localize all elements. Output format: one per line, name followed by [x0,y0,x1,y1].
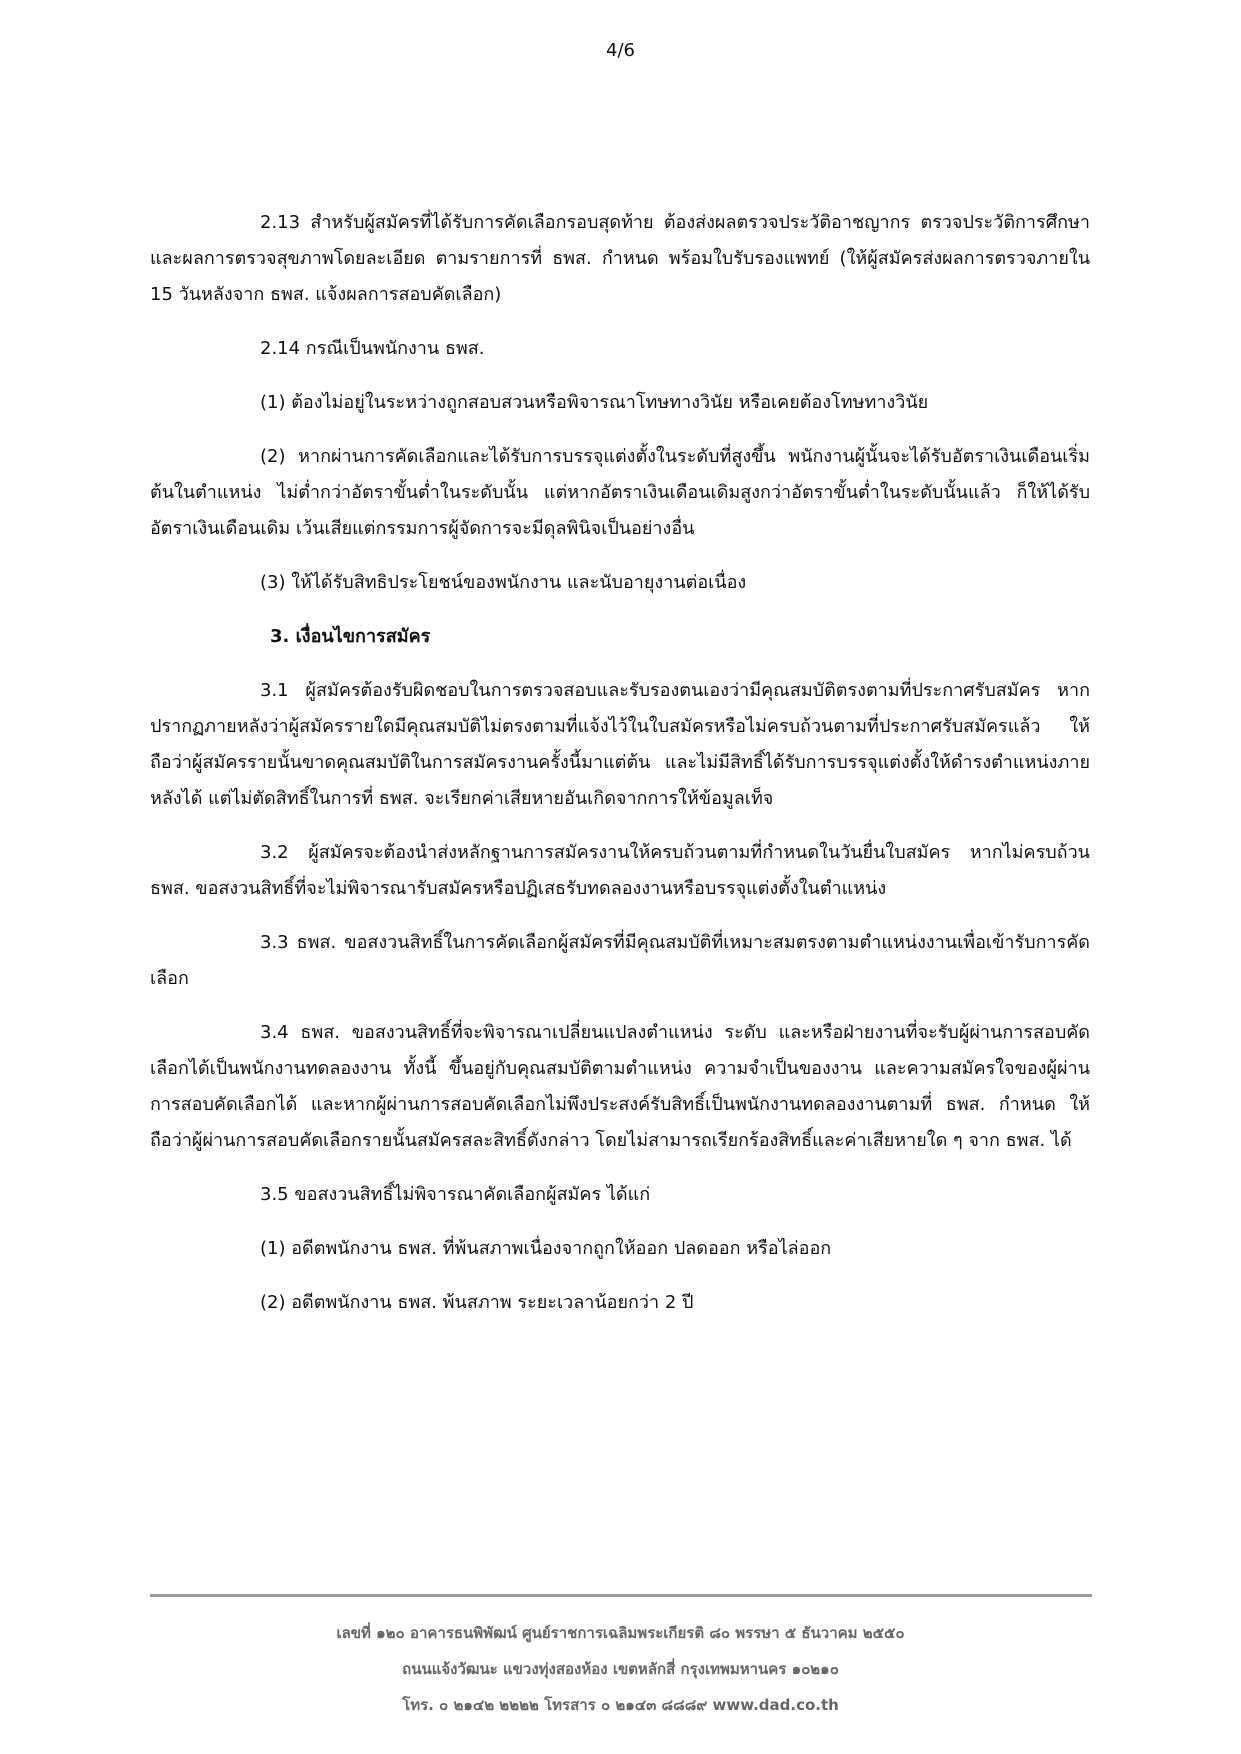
footer-address-line-2: ถนนแจ้งวัฒนะ แขวงทุ่งสองห้อง เขตหลักสี่ กรุงเทพมหานคร ๑๐๒๑๐ [402,1660,839,1678]
footer [0,1615,1241,1723]
paragraph-2-14-2: (2) หากผ่านการคัดเลือกและได้รับการบรรจุแต่งตั้งในระดับที่สูงขึ้น พนักงานผู้นั้นจะได้รับอัตราเงินเดือนเริ่มต้นในตำแหน่ง ไม่ต่ำกว่าอัตราขั้นต่ำในระดับนั้น แต่หากอัตราเงินเดือนเดิมสูงกว่าอัตราขั้นต่ำในระดับนั้นแล้ว ก็ให้ได้รับอัตราเงินเดือนเดิม เว้นเสียแต่กรรมการผู้จัดการจะมีดุลพินิจเป็นอย่างอื่น [150,446,1090,539]
paragraph-3-2: 3.2 ผู้สมัครจะต้องนำส่งหลักฐานการสมัครงานให้ครบถ้วนตามที่กำหนดในวันยื่นใบสมัคร หากไม่ครบถ้วน ธพส. ขอสงวนสิทธิ์ที่จะไม่พิจารณารับสมัครหรือปฏิเสธรับทดลองงานหรือบรรจุแต่งตั้งในตำแหน่ง [150,842,1090,899]
page-number: 4/6 [606,40,635,61]
paragraph-2-14-3: (3) ให้ได้รับสิทธิประโยชน์ของพนักงาน และนับอายุงานต่อเนื่อง [260,572,747,593]
paragraph-2-14: 2.14 กรณีเป็นพนักงาน ธพส. [260,338,485,359]
paragraph-3-1: 3.1 ผู้สมัครต้องรับผิดชอบในการตรวจสอบและรับรองตนเองว่ามีคุณสมบัติตรงตามที่ประกาศรับสมัคร หากปรากฏภายหลังว่าผู้สมัครรายใดมีคุณสมบัติไม่ตรงตามที่แจ้งไว้ในใบสมัครหรือไม่ครบถ้วนตามที่ประกาศรับสมัครแล้ว ให้ถือว่าผู้สมัครรายนั้นขาดคุณสมบัติในการสมัครงานครั้งนี้มาแต่ต้น และไม่มีสิทธิ์ได้รับการบรรจุแต่งตั้งให้ดำรงตำแหน่งภายหลังได้ แต่ไม่ตัดสิทธิ์ในการที่ ธพส. จะเรียกค่าเสียหายอันเกิดจากการให้ข้อมูลเท็จ [150,680,1090,809]
footer-address-line-1: เลขที่ ๑๒๐ อาคารธนพิพัฒน์ ศูนย์ราชการเฉลิมพระเกียรติ ๘๐ พรรษา ๕ ธันวาคม ๒๕๕๐ [336,1624,905,1642]
document-body [150,205,1090,1339]
paragraph-3-5: 3.5 ขอสงวนสิทธิ์ไม่พิจารณาคัดเลือกผู้สมัคร ได้แก่ [260,1184,651,1205]
paragraph-3-3: 3.3 ธพส. ขอสงวนสิทธิ์ในการคัดเลือกผู้สมัครที่มีคุณสมบัติที่เหมาะสมตรงตามตำแหน่งงานเพื่อเข้ารับการคัดเลือก [150,932,1090,989]
paragraph-2-14-1: (1) ต้องไม่อยู่ในระหว่างถูกสอบสวนหรือพิจารณาโทษทางวินัย หรือเคยต้องโทษทางวินัย [260,392,929,413]
section-heading-3: 3. เงื่อนไขการสมัคร [270,626,431,647]
paragraph-3-5-1: (1) อดีตพนักงาน ธพส. ที่พ้นสภาพเนื่องจากถูกให้ออก ปลดออก หรือไล่ออก [260,1238,832,1259]
footer-divider [150,1594,1092,1597]
footer-contact-line: โทร. ๐ ๒๑๔๒ ๒๒๒๒ โทรสาร ๐ ๒๑๔๓ ๘๘๘๙ www.dad.co.th [402,1696,839,1714]
paragraph-3-4: 3.4 ธพส. ขอสงวนสิทธิ์ที่จะพิจารณาเปลี่ยนแปลงตำแหน่ง ระดับ และหรือฝ่ายงานที่จะรับผู้ผ่านการสอบคัดเลือกได้เป็นพนักงานทดลองงาน ทั้งนี้ ขึ้นอยู่กับคุณสมบัติตามตำแหน่ง ความจำเป็นของงาน และความสมัครใจของผู้ผ่านการสอบคัดเลือกได้ และหากผู้ผ่านการสอบคัดเลือกไม่พึงประสงค์รับสิทธิ์เป็นพนักงานทดลองงานตามที่ ธพส. กำหนด ให้ถือว่าผู้ผ่านการสอบคัดเลือกรายนั้นสมัครสละสิทธิ์ดังกล่าว โดยไม่สามารถเรียกร้องสิทธิ์และค่าเสียหายใด ๆ จาก ธพส. ได้ [150,1022,1090,1151]
paragraph-3-5-2: (2) อดีตพนักงาน ธพส. พ้นสภาพ ระยะเวลาน้อยกว่า 2 ปี [260,1292,694,1313]
paragraph-2-13: 2.13 สำหรับผู้สมัครที่ได้รับการคัดเลือกรอบสุดท้าย ต้องส่งผลตรวจประวัติอาชญากร ตรวจประวัติการศึกษา และผลการตรวจสุขภาพโดยละเอียด ตามรายการที่ ธพส. กำหนด พร้อมใบรับรองแพทย์ (ให้ผู้สมัครส่งผลการตรวจภายใน 15 วันหลังจาก ธพส. แจ้งผลการสอบคัดเลือก) [150,212,1090,305]
